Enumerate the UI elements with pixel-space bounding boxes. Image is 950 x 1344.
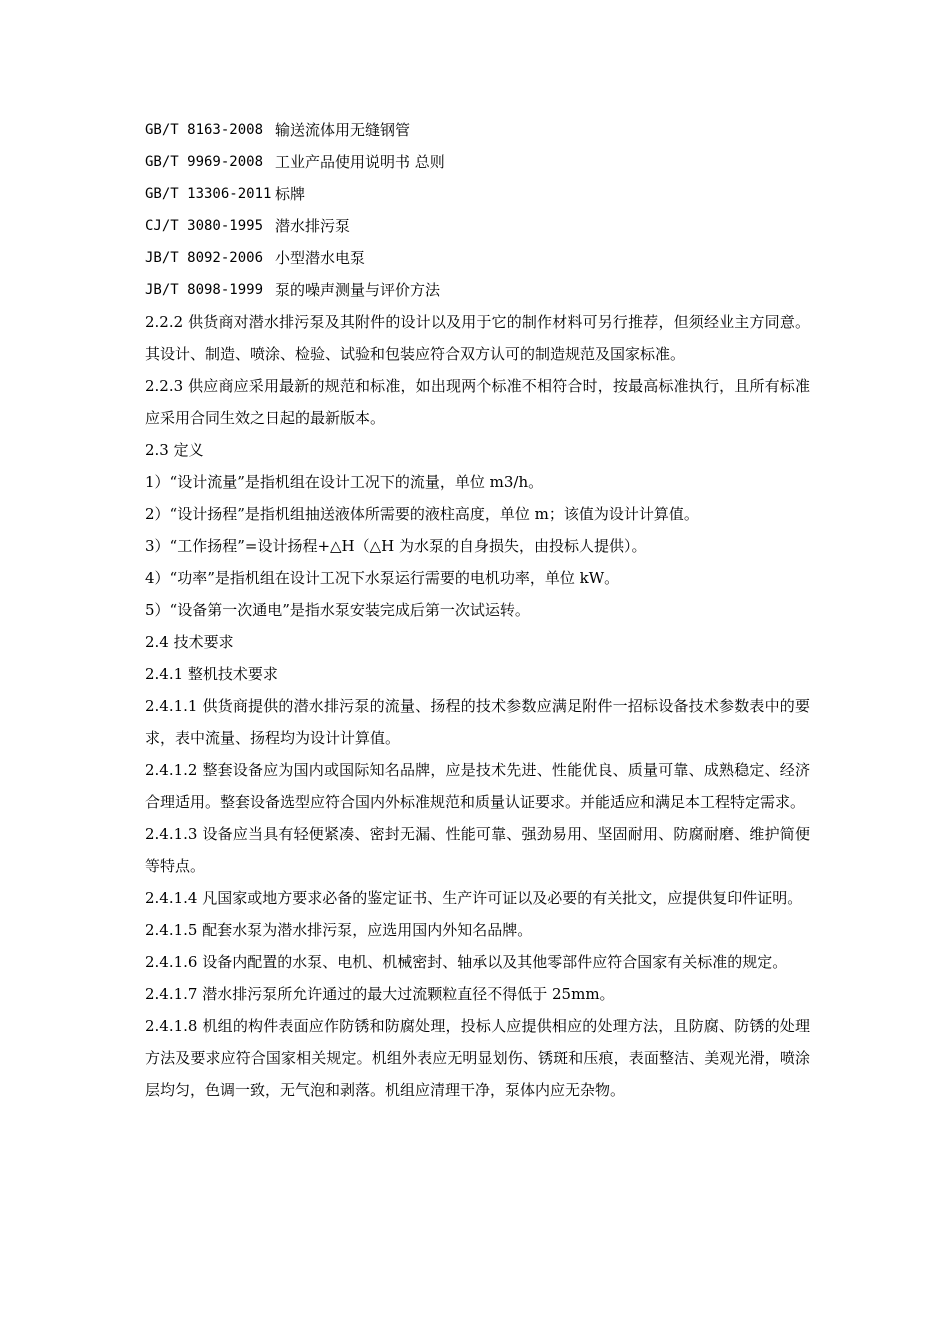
standard-item <box>145 210 810 242</box>
standard-title: 工业产品使用说明书 总则 <box>275 153 445 171</box>
standard-title: 小型潜水电泵 <box>275 249 366 267</box>
standard-code: GB/T 13306-2011 <box>145 186 272 202</box>
standard-item <box>145 274 810 306</box>
section-heading-2-3: 2.3 定义 <box>145 441 204 459</box>
document-body <box>145 114 810 1106</box>
standard-title: 潜水排污泵 <box>275 217 351 235</box>
standard-code: CJ/T 3080-1995 <box>145 218 264 234</box>
clause-2-4-1-3: 2.4.1.3 设备应当具有轻便紧凑、密封无漏、性能可靠、强劲易用、坚固耐用、防腐耐磨、维护简便等特点。 <box>145 825 810 875</box>
standard-item <box>145 114 810 146</box>
standard-title: 输送流体用无缝钢管 <box>275 121 411 139</box>
standard-item <box>145 146 810 178</box>
clause-2-4-1-8: 2.4.1.8 机组的构件表面应作防锈和防腐处理，投标人应提供相应的处理方法，且防腐、防锈的处理方法及要求应符合国家相关规定。机组外表应无明显划伤、锈斑和压痕，表面整洁、美观光滑，喷涂层均匀，色调一致，无气泡和剥落。机组应清理干净，泵体内应无杂物。 <box>145 1017 810 1099</box>
definition-3: 3）“工作扬程”=设计扬程+△H（△H 为水泵的自身损失，由投标人提供）。 <box>145 537 647 555</box>
standard-item <box>145 242 810 274</box>
definition-5: 5）“设备第一次通电”是指水泵安装完成后第一次试运转。 <box>145 601 530 619</box>
clause-2-4-1-6: 2.4.1.6 设备内配置的水泵、电机、机械密封、轴承以及其他零部件应符合国家有关标准的规定。 <box>145 953 788 971</box>
definition-4: 4）“功率”是指机组在设计工况下水泵运行需要的电机功率，单位 kW。 <box>145 569 620 587</box>
clause-2-4-1-2: 2.4.1.2 整套设备应为国内或国际知名品牌，应是技术先进、性能优良、质量可靠、成熟稳定、经济合理适用。整套设备选型应符合国内外标准规范和质量认证要求。并能适应和满足本工程特定需求。 <box>145 761 810 811</box>
standard-code: GB/T 9969-2008 <box>145 154 264 170</box>
clause-2-4-1-4: 2.4.1.4 凡国家或地方要求必备的鉴定证书、生产许可证以及必要的有关批文，应提供复印件证明。 <box>145 889 803 907</box>
standard-title: 泵的噪声测量与评价方法 <box>275 281 441 299</box>
clause-2-4-1-5: 2.4.1.5 配套水泵为潜水排污泵，应选用国内外知名品牌。 <box>145 921 533 939</box>
standard-code: GB/T 8163-2008 <box>145 122 264 138</box>
clause-2-2-2: 2.2.2 供货商对潜水排污泵及其附件的设计以及用于它的制作材料可另行推荐，但须经业主方同意。其设计、制造、喷涂、检验、试验和包装应符合双方认可的制造规范及国家标准。 <box>145 313 810 363</box>
definition-2: 2）“设计扬程”是指机组抽送液体所需要的液柱高度，单位 m；该值为设计计算值。 <box>145 505 699 523</box>
clause-2-4-1-7: 2.4.1.7 潜水排污泵所允许通过的最大过流颗粒直径不得低于 25mm。 <box>145 985 615 1003</box>
standard-item <box>145 178 810 210</box>
section-heading-2-4: 2.4 技术要求 <box>145 633 234 651</box>
standard-code: JB/T 8098-1999 <box>145 282 264 298</box>
clause-2-4-1-1: 2.4.1.1 供货商提供的潜水排污泵的流量、扬程的技术参数应满足附件一招标设备技术参数表中的要求，表中流量、扬程均为设计计算值。 <box>145 697 810 747</box>
standard-code: JB/T 8092-2006 <box>145 250 264 266</box>
standard-title: 标牌 <box>275 185 306 203</box>
definition-1: 1）“设计流量”是指机组在设计工况下的流量，单位 m3/h。 <box>145 473 544 491</box>
section-heading-2-4-1: 2.4.1 整机技术要求 <box>145 665 278 683</box>
clause-2-2-3: 2.2.3 供应商应采用最新的规范和标准，如出现两个标准不相符合时，按最高标准执行，且所有标准应采用合同生效之日起的最新版本。 <box>145 377 810 427</box>
